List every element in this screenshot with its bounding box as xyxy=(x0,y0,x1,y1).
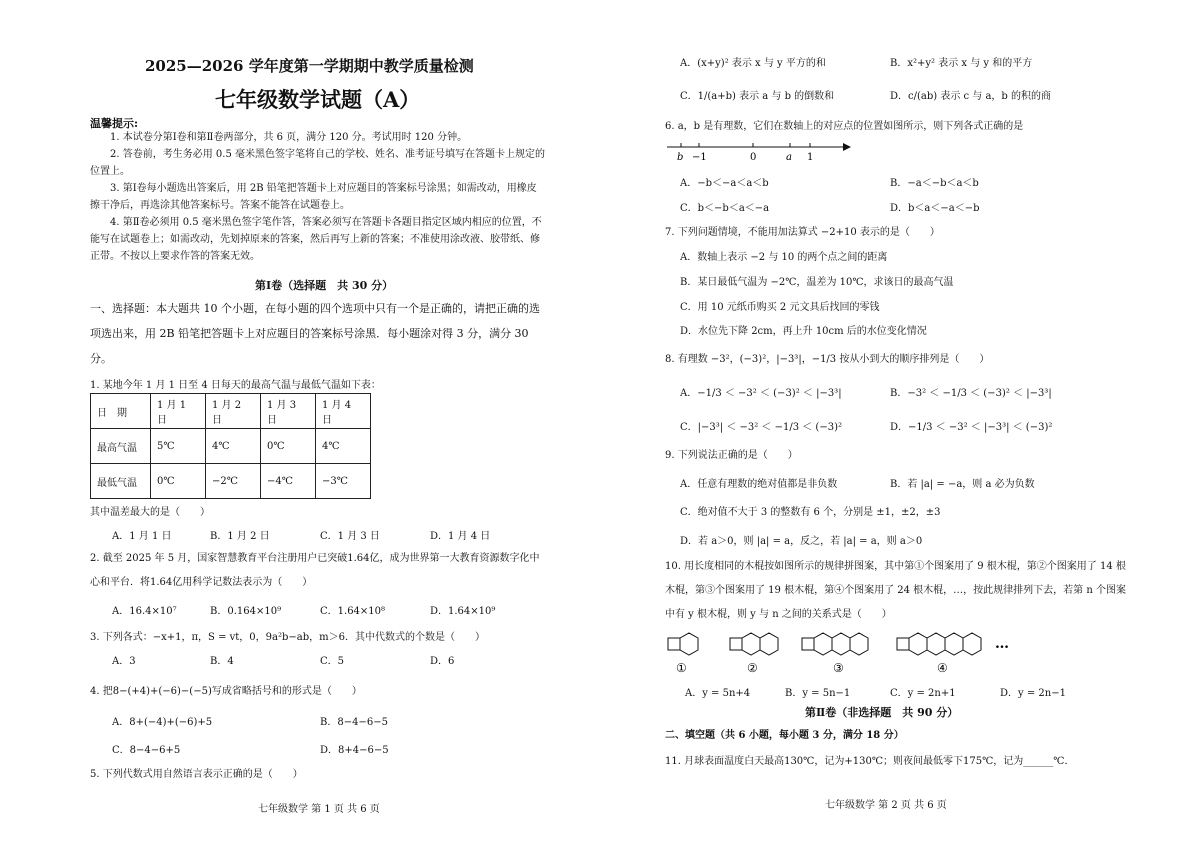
table-cell: 0℃ xyxy=(151,464,206,499)
q7-option-c: C．用 10 元纸币购买 2 元文具后找回的零钱 xyxy=(680,302,880,313)
q8-option-d: D．−1/3 ＜ −3² ＜ |−3³| ＜ (−3)² xyxy=(890,422,1053,433)
pattern-label-2: ② xyxy=(747,661,758,675)
q1-question: 其中温差最大的是（ ） xyxy=(90,507,210,518)
notice-heading: 温馨提示: xyxy=(90,117,139,130)
pattern-ellipsis: … xyxy=(995,636,1009,652)
exam-subtitle: 七年级数学试题（A） xyxy=(215,87,421,112)
pattern-3-hexagon xyxy=(832,633,850,655)
page-footer: 七年级数学 第 2 页 共 6 页 xyxy=(825,800,947,811)
q1-option-d: D．1 月 4 日 xyxy=(430,531,491,542)
q9-option-a: A．任意有理数的绝对值都是非负数 xyxy=(680,479,838,490)
section1-title: 第Ⅰ卷（选择题 共 30 分） xyxy=(255,279,394,292)
q3-option-a: A．3 xyxy=(112,656,136,667)
q10-option-a: A．y = 5n+4 xyxy=(685,688,751,699)
table-cell: 4℃ xyxy=(316,429,371,464)
table-row xyxy=(91,464,371,499)
table-cell: 4℃ xyxy=(206,429,261,464)
table-cell: 最低气温 xyxy=(91,464,151,499)
q5-option-b: B．x²+y² 表示 x 与 y 和的平方 xyxy=(890,58,1033,69)
notice-item: 2. 答卷前，考生务必用 0.5 毫米黑色签字笔将自己的学校、姓名、准考证号填写在答题卡上规定的位置上。 xyxy=(90,149,545,177)
q2-option-b: B．0.164×10⁹ xyxy=(210,606,282,617)
axis-label-b: b xyxy=(677,152,684,163)
table-cell: 1 月 4 日 xyxy=(316,394,371,429)
pattern-2-hexagon xyxy=(742,633,760,655)
section1-intro: 一、选择题：本大题共 10 个小题，在每小题的四个选项中只有一个是正确的，请把正确的选项选出来，用 2B 铅笔把答题卡上对应题目的答案标号涂黑．每小题涂对得 3 分，满分 30 分。 xyxy=(90,302,540,365)
q5-stem: 5. 下列代数式用自然语言表示正确的是（ ） xyxy=(90,769,303,780)
q6-option-d: D．b＜a＜−a＜−b xyxy=(890,203,980,214)
pattern-2-hexagon xyxy=(760,633,778,655)
section2-intro: 二、填空题（共 6 小题，每小题 3 分，满分 18 分） xyxy=(665,730,904,741)
pattern-4-hexagon xyxy=(963,633,981,655)
q3-option-d: D．6 xyxy=(430,656,455,667)
table-cell: 1 月 1 日 xyxy=(151,394,206,429)
number-line xyxy=(665,140,865,166)
q4-stem: 4. 把8−(+4)+(−6)−(−5)写成省略括号和的形式是（ ） xyxy=(90,686,362,697)
pattern-label-4: ④ xyxy=(937,661,948,675)
q9-option-b: B．若 |a| = −a，则 a 必为负数 xyxy=(890,479,1035,490)
q1-stem: 1. 某地今年 1 月 1 日至 4 日每天的最高气温与最低气温如下表： xyxy=(90,380,381,391)
temperature-table xyxy=(90,393,371,499)
table-cell: −2℃ xyxy=(206,464,261,499)
pattern-4-square xyxy=(897,638,909,650)
pattern-label-3: ③ xyxy=(833,661,844,675)
table-cell: 最高气温 xyxy=(91,429,151,464)
exam-title: 2025—2026 学年度第一学期期中教学质量检测 xyxy=(145,57,474,75)
axis-label-a: a xyxy=(786,152,792,163)
q7-stem: 7. 下列问题情境，不能用加法算式 −2+10 表示的是（ ） xyxy=(665,227,940,238)
q1-option-a: A．1 月 1 日 xyxy=(112,531,172,542)
number-line-arrow-icon xyxy=(843,143,851,151)
section2-title: 第Ⅱ卷（非选择题 共 90 分） xyxy=(805,706,959,719)
q10-option-b: B．y = 5n−1 xyxy=(785,688,851,699)
table-cell: 5℃ xyxy=(151,429,206,464)
table-cell: 日 期 xyxy=(91,394,151,429)
pattern-4-hexagon xyxy=(927,633,945,655)
q2-option-a: A．16.4×10⁷ xyxy=(112,606,177,617)
q1-option-c: C．1 月 3 日 xyxy=(320,531,380,542)
q7-option-a: A．数轴上表示 −2 与 10 的两个点之间的距离 xyxy=(680,252,888,263)
axis-label-one: 1 xyxy=(807,152,814,163)
q8-stem: 8. 有理数 −3²，(−3)²，|−3³|，−1/3 按从小到大的顺序排列是（ ） xyxy=(665,354,990,365)
q11-stem: 11. 月球表面温度白天最高130℃，记为+130℃；则夜间最低零下175℃，记为______℃． xyxy=(665,756,1075,767)
q8-option-b: B．−3² ＜ −1/3 ＜ (−3)² ＜ |−3³| xyxy=(890,388,1052,399)
pattern-4-hexagon xyxy=(945,633,963,655)
q10-option-c: C．y = 2n+1 xyxy=(890,688,956,699)
q7-option-b: B．某日最低气温为 −2℃，温差为 10℃，求该日的最高气温 xyxy=(680,277,954,288)
q9-option-c: C．绝对值不大于 3 的整数有 6 个，分别是 ±1，±2，±3 xyxy=(680,507,941,518)
pattern-3-hexagon xyxy=(850,633,868,655)
notice-item: 4. 第Ⅱ卷必须用 0.5 毫米黑色签字笔作答，答案必须写在答题卡各题目指定区域内相应的位置，不能写在试题卷上；如需改动，先划掉原来的答案，然后再写上新的答案；不准使用涂改液、胶带纸、修正带。不按以上要求作答的答案无效。 xyxy=(90,217,542,262)
q4-option-a: A．8+(−4)+(−6)+5 xyxy=(112,717,213,728)
q2-option-c: C．1.64×10⁸ xyxy=(320,606,386,617)
q10-option-d: D．y = 2n−1 xyxy=(1000,688,1066,699)
q4-option-b: B．8−4−6−5 xyxy=(320,717,388,728)
q10-stem: 10. 用长度相同的木棍按如图所示的规律拼图案，其中第①个图案用了 9 根木棍，第②个图案用了 14 根木棍，第③个图案用了 19 根木棍，第④个图案用了 24 根木棍，…，按此规律排列下去，若第 n 个图案中有 y 根木棍，则 y 与 n 之间的关系式是（ ） xyxy=(665,561,1126,620)
q5-option-a: A．(x+y)² 表示 x 与 y 平方的和 xyxy=(680,58,826,69)
q3-stem: 3. 下列各式：−x+1，π，S = vt，0，9a²b−ab，m＞6．其中代数式的个数是（ ） xyxy=(90,632,485,643)
notice-list xyxy=(90,129,545,265)
q6-option-a: A．−b＜−a＜a＜b xyxy=(680,178,769,189)
pattern-1-square xyxy=(668,638,680,650)
page-1 xyxy=(90,0,555,849)
q6-option-b: B．−a＜−b＜a＜b xyxy=(890,178,979,189)
pattern-3-hexagon xyxy=(814,633,832,655)
table-cell: 1 月 2 日 xyxy=(206,394,261,429)
q3-option-b: B．4 xyxy=(210,656,234,667)
table-row xyxy=(91,429,371,464)
table-cell: 1 月 3 日 xyxy=(261,394,316,429)
page-2 xyxy=(665,0,1130,849)
q5-option-d: D．c/(ab) 表示 c 与 a，b 的积的商 xyxy=(890,91,1052,102)
q8-option-a: A．−1/3 ＜ −3² ＜ (−3)² ＜ |−3³| xyxy=(680,388,842,399)
pattern-label-1: ① xyxy=(676,661,687,675)
axis-label-minus-one: −1 xyxy=(692,152,707,163)
page-footer: 七年级数学 第 1 页 共 6 页 xyxy=(258,804,380,815)
axis-label-zero: 0 xyxy=(750,152,757,163)
q5-option-c: C．1/(a+b) 表示 a 与 b 的倒数和 xyxy=(680,91,835,102)
table-row xyxy=(91,394,371,429)
q2-stem: 2. 截至 2025 年 5 月，国家智慧教育平台注册用户已突破1.64亿，成为世界第一大教育资源数字化中心和平台．将1.64亿用科学记数法表示为（ ） xyxy=(90,553,540,588)
pattern-1-hexagon xyxy=(680,633,698,655)
table-cell: −4℃ xyxy=(261,464,316,499)
table-cell: 0℃ xyxy=(261,429,316,464)
stick-patterns xyxy=(665,632,1025,676)
q6-option-c: C．b＜−b＜a＜−a xyxy=(680,203,770,214)
q2-option-d: D．1.64×10⁹ xyxy=(430,606,496,617)
q9-option-d: D．若 a＞0，则 |a| = a，反之，若 |a| = a，则 a＞0 xyxy=(680,536,923,547)
q3-option-c: C．5 xyxy=(320,656,345,667)
q4-option-c: C．8−4−6+5 xyxy=(112,745,181,756)
q4-option-d: D．8+4−6−5 xyxy=(320,745,389,756)
pattern-4-hexagon xyxy=(909,633,927,655)
pattern-3-square xyxy=(802,638,814,650)
q6-stem: 6. a，b 是有理数，它们在数轴上的对应点的位置如图所示，则下列各式正确的是 xyxy=(665,121,1024,132)
q9-stem: 9. 下列说法正确的是（ ） xyxy=(665,450,798,461)
notice-item: 1. 本试卷分第Ⅰ卷和第Ⅱ卷两部分，共 6 页，满分 120 分。考试用时 120 分钟。 xyxy=(110,132,468,143)
notice-item: 3. 第Ⅰ卷每小题选出答案后，用 2B 铅笔把答题卡上对应题目的答案标号涂黑；如需改动，用橡皮擦干净后，再选涂其他答案标号。答案不能答在试题卷上。 xyxy=(90,183,537,211)
q1-option-b: B．1 月 2 日 xyxy=(210,531,270,542)
pattern-2-square xyxy=(730,638,742,650)
table-cell: −3℃ xyxy=(316,464,371,499)
q8-option-c: C．|−3³| ＜ −3² ＜ −1/3 ＜ (−3)² xyxy=(680,422,842,433)
q7-option-d: D．水位先下降 2cm，再上升 10cm 后的水位变化情况 xyxy=(680,326,927,337)
